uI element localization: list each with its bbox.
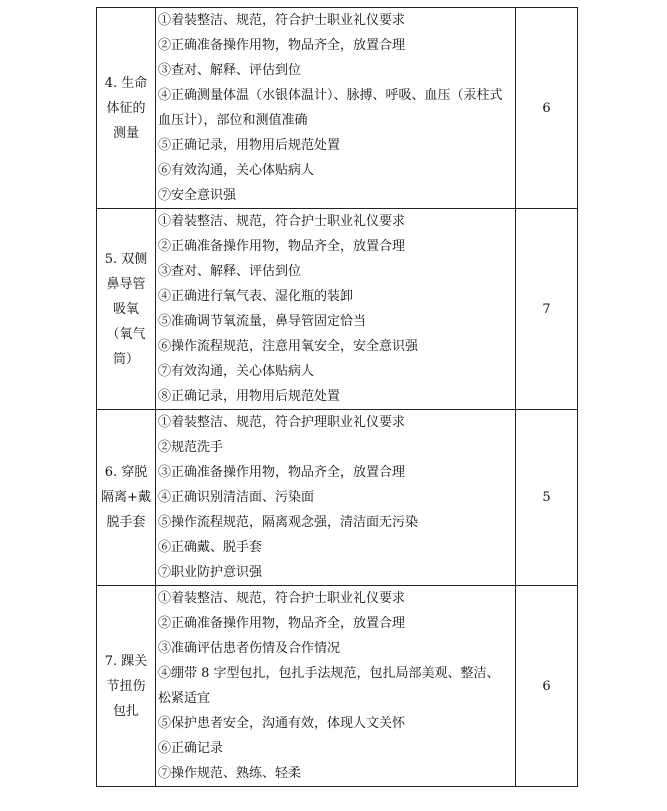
table-row: [97, 410, 578, 586]
score-cell: 7: [516, 209, 578, 410]
criterion: ①着装整洁、规范，符合护士职业礼仪要求: [158, 13, 406, 28]
item-name: 4. 生命体征的测量: [104, 75, 148, 141]
criterion: ③查对、解释、评估到位: [158, 63, 302, 78]
criterion: ④正确进行氧气表、湿化瓶的装卸: [158, 289, 354, 304]
criterion: ③准确评估患者伤情及合作情况: [158, 641, 341, 656]
criterion: ⑤正确记录，用物用后规范处置: [158, 138, 341, 153]
item-cell: [97, 8, 156, 209]
assessment-table: [96, 7, 578, 787]
criterion: ⑦有效沟通，关心体贴病人: [158, 364, 315, 379]
item-cell: [97, 209, 156, 410]
table-row: [97, 209, 578, 410]
criterion: ⑦操作规范、熟练、轻柔: [158, 766, 302, 781]
criterion: ②正确准备操作用物，物品齐全，放置合理: [158, 38, 406, 53]
score-cell: 5: [516, 410, 578, 586]
criteria-list: [156, 8, 515, 208]
criterion: ①着装整洁、规范，符合护士职业礼仪要求: [158, 591, 406, 606]
assessment-table-body: [97, 8, 578, 787]
criteria-list: [156, 586, 515, 786]
criterion: ⑦安全意识强: [158, 188, 237, 203]
item-cell: [97, 410, 156, 586]
criterion: ④正确识别清洁面、污染面: [158, 490, 315, 505]
criterion: ⑥操作流程规范，注意用氧安全，安全意识强: [158, 339, 419, 354]
criterion: ④正确测量体温（水银体温计）、脉搏、呼吸、血压（汞柱式血压计），部位和测值准确: [158, 88, 503, 128]
criterion: ⑤保护患者安全，沟通有效，体现人文关怀: [158, 716, 406, 731]
score-cell: 6: [516, 8, 578, 209]
criterion: ⑦职业防护意识强: [158, 565, 263, 580]
table-row: [97, 586, 578, 787]
criterion: ①着装整洁、规范，符合护理职业礼仪要求: [158, 415, 406, 430]
item-name: 6. 穿脱隔离+戴脱手套: [101, 465, 151, 530]
criteria-list: [156, 410, 515, 585]
criterion: ⑥正确戴、脱手套: [158, 540, 263, 555]
criterion: ⑧正确记录，用物用后规范处置: [158, 389, 341, 404]
table-row: [97, 8, 578, 209]
criteria-cell: [156, 586, 516, 787]
score-cell: 6: [516, 586, 578, 787]
item-name: 7. 踝关节扭伤包扎: [104, 653, 148, 719]
criterion: ③正确准备操作用物，物品齐全，放置合理: [158, 465, 406, 480]
criterion: ⑤操作流程规范，隔离观念强，清洁面无污染: [158, 515, 419, 530]
item-cell: [97, 586, 156, 787]
item-name: 5. 双侧鼻导管吸氧（氧气筒）: [104, 251, 148, 367]
criterion: ③查对、解释、评估到位: [158, 264, 302, 279]
criterion: ⑥正确记录: [158, 741, 224, 756]
criterion: ②正确准备操作用物，物品齐全，放置合理: [158, 616, 406, 631]
criteria-list: [156, 209, 515, 409]
criterion: ⑤准确调节氧流量，鼻导管固定恰当: [158, 314, 367, 329]
criterion: ①着装整洁、规范，符合护士职业礼仪要求: [158, 214, 406, 229]
criterion: ⑥有效沟通，关心体贴病人: [158, 163, 315, 178]
criterion: ④绷带 8 字型包扎，包扎手法规范，包扎局部美观、整洁、松紧适宜: [158, 666, 500, 706]
criterion: ②规范洗手: [158, 440, 224, 455]
criteria-cell: [156, 209, 516, 410]
criteria-cell: [156, 8, 516, 209]
criterion: ②正确准备操作用物，物品齐全，放置合理: [158, 239, 406, 254]
criteria-cell: [156, 410, 516, 586]
